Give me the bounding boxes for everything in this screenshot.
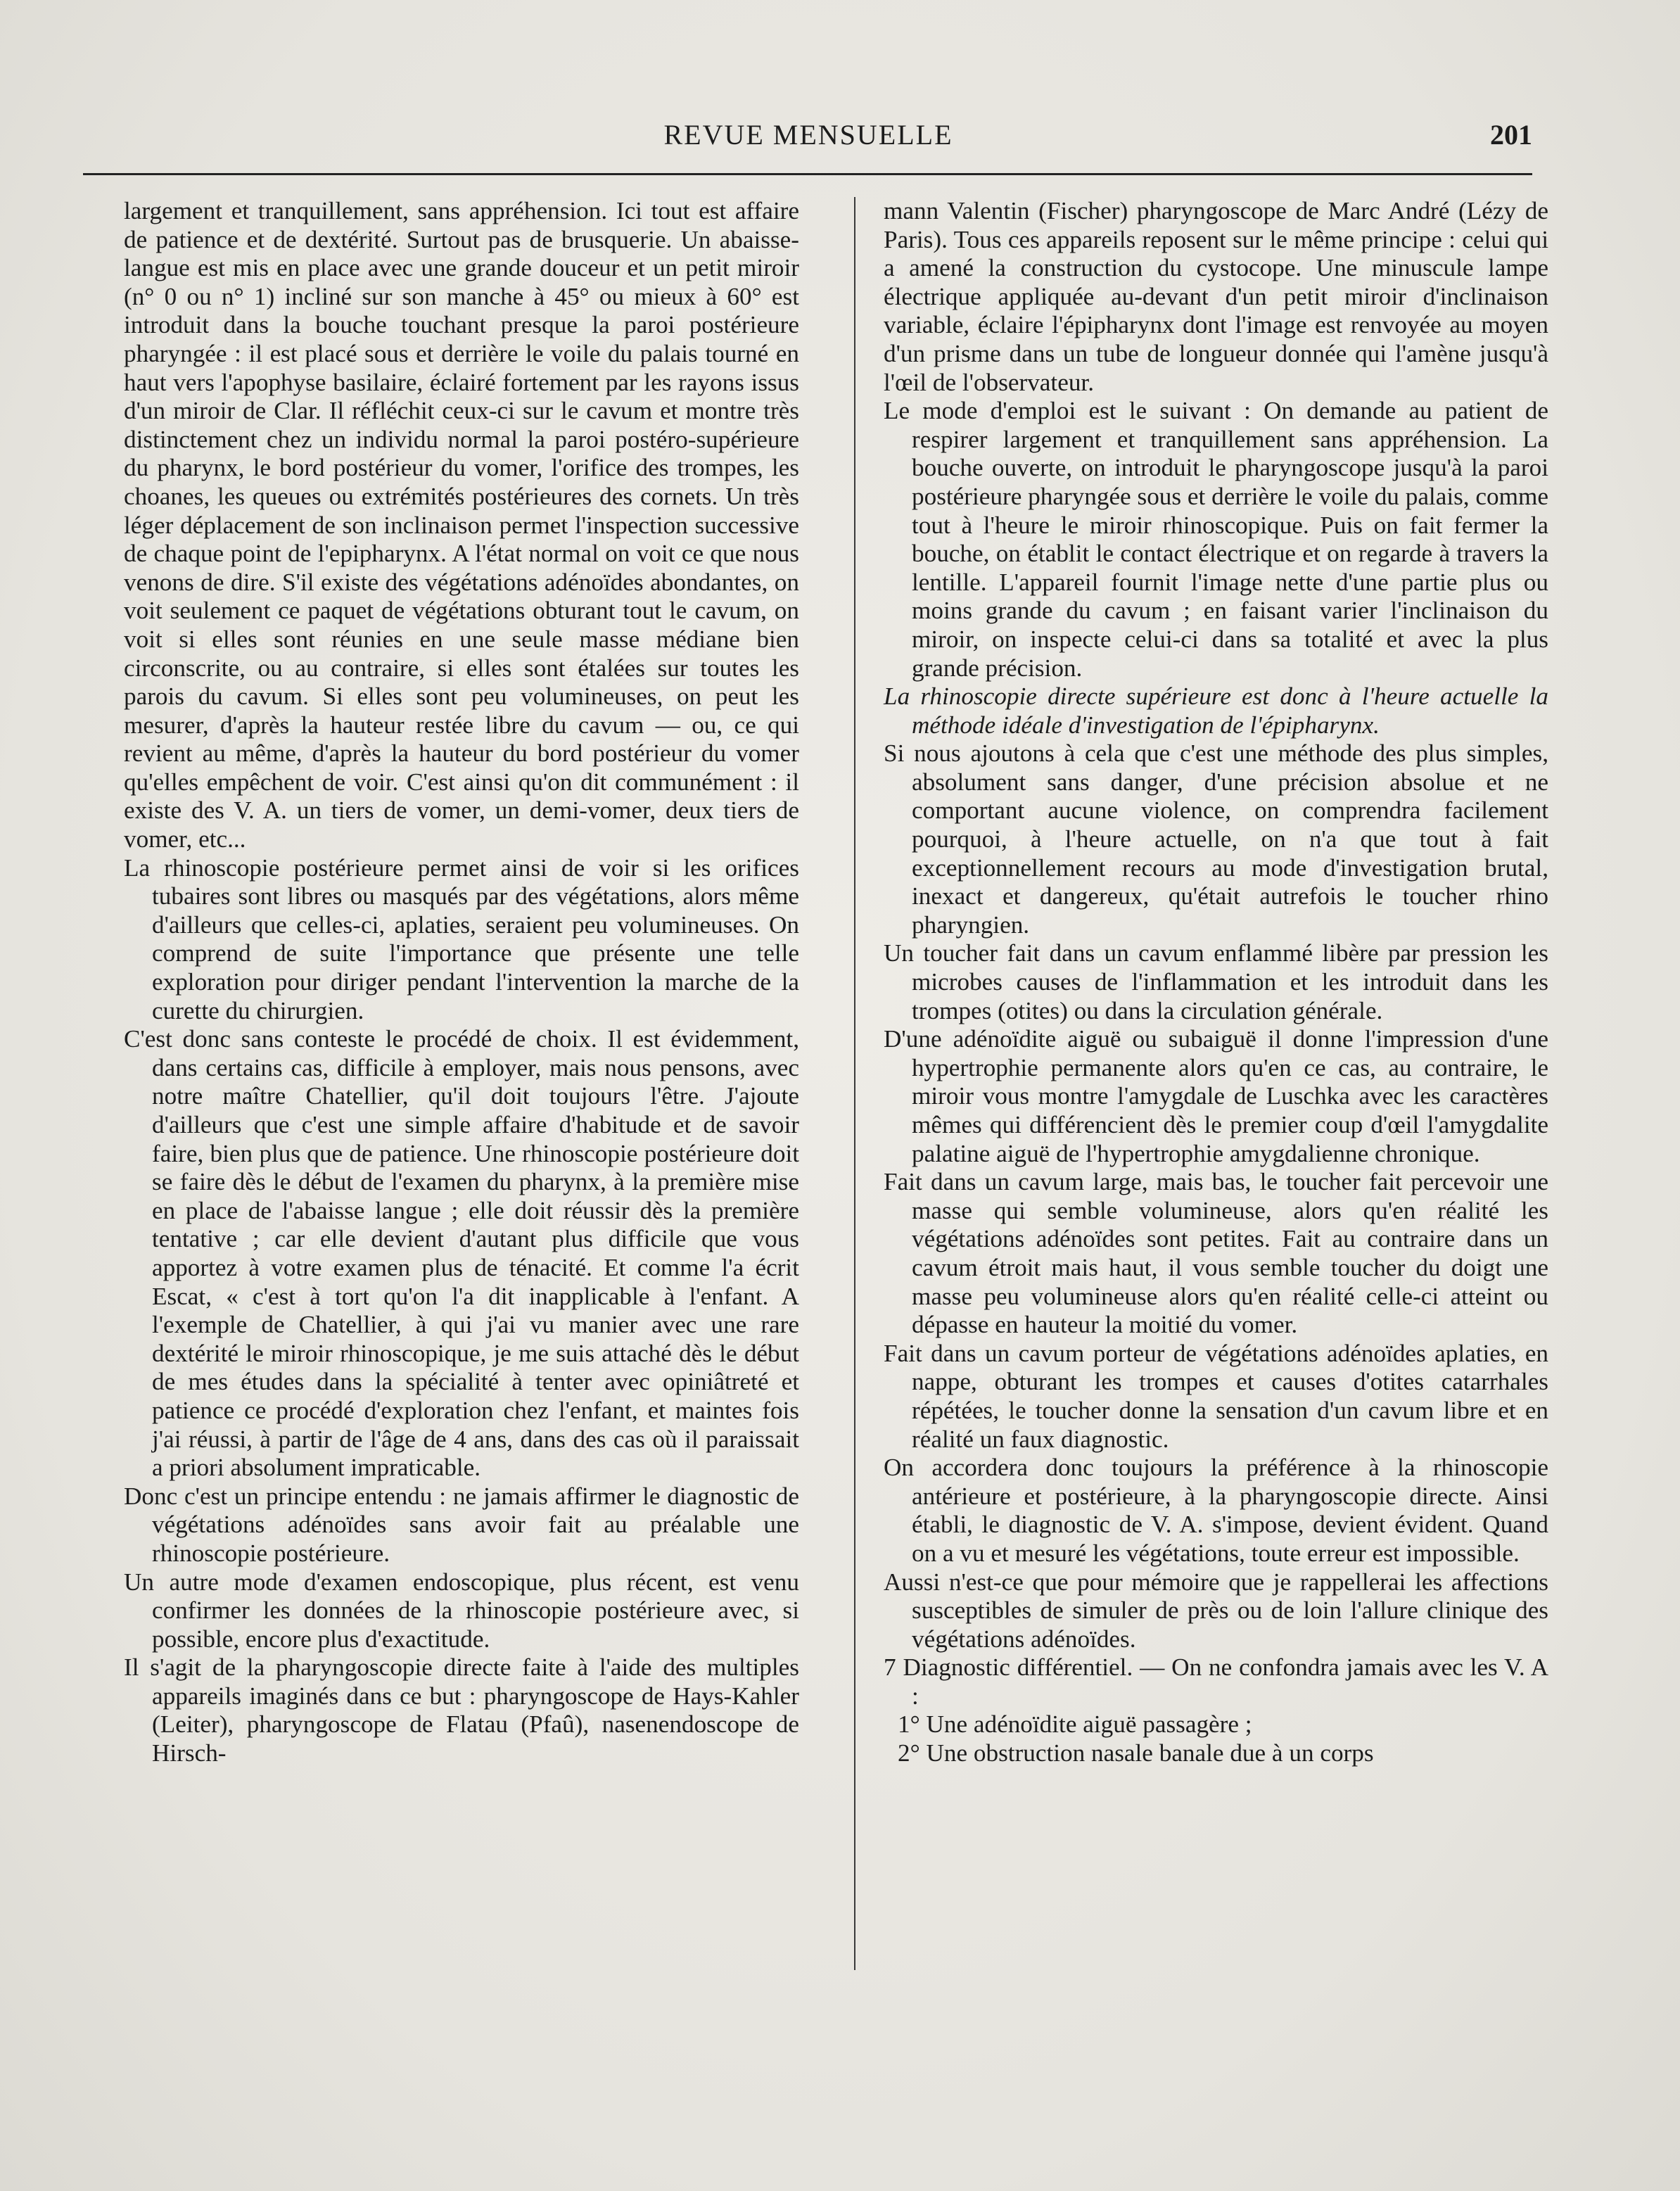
- left-column: [124, 197, 799, 1768]
- paragraph: Un toucher fait dans un cavum enflammé libère par pression les microbes causes de l'inflammation et les introduit dans les trompes (otites) ou dans la circulation générale.: [884, 939, 1548, 1024]
- header-rule: [83, 173, 1532, 175]
- paragraph: 1° Une adénoïdite aiguë passagère ;: [898, 1710, 1252, 1739]
- page-header: [84, 118, 1532, 158]
- paragraph: Fait dans un cavum large, mais bas, le toucher fait percevoir une masse qui semble volumineuse, alors qu'en réalité les végétations adénoïdes sont petites. Fait au contraire dans un cavum étroit mais haut, il vous semble toucher du doigt une masse peu volumineuse alors qu'en réalité celle-ci atteint ou dépasse en hauteur la moitié du vomer.: [884, 1168, 1548, 1339]
- page-number: 201: [1490, 119, 1532, 151]
- paragraph: largement et tranquillement, sans appréhension. Ici tout est affaire de patience et de dextérité. Surtout pas de brusquerie. Un abaisse-langue est mis en place avec une grande douceur et un petit miroir (n° 0 ou n° 1) incliné sur son manche à 45° ou mieux à 60° est introduit dans la bouche touchant presque la paroi postérieure pharyngée : il est placé sous et derrière le voile du palais tourné en haut vers l'apophyse basilaire, éclairé fortement par les rayons issus d'un miroir de Clar. Il réfléchit ceux-ci sur le cavum et montre très distinctement chez un individu normal la paroi postéro-supérieure du pharynx, le bord postérieur du vomer, l'orifice des trompes, les choanes, les queues ou extrémités postérieures des cornets. Un très léger déplacement de son inclinaison permet l'inspection successive de chaque point de l'epipharynx. A l'état normal on voit ce que nous venons de dire. S'il existe des végétations adénoïdes abondantes, on voit seulement ce paquet de végétations obturant tout le cavum, on voit si elles sont réunies en une seule masse médiane bien circonscrite, ou au contraire, si elles sont étalées sur toutes les parois du cavum. Si elles sont peu volumineuses, on peut les mesurer, d'après la hauteur restée libre du cavum — ou, ce qui revient au même, d'après la hauteur du bord postérieur du vomer qu'elles empêchent de voir. C'est ainsi qu'on dit communément : il existe des V. A. un tiers de vomer, un demi-vomer, deux tiers de vomer, etc...: [124, 197, 799, 853]
- paragraph: Il s'agit de la pharyngoscopie directe faite à l'aide des multiples appareils imaginés dans ce but : pharyngoscope de Hays-Kahler (Leiter), pharyngoscope de Flatau (Pfaû), nasenendoscope de Hirsch-: [124, 1653, 799, 1767]
- paragraph: Un autre mode d'examen endoscopique, plus récent, est venu confirmer les données de la rhinoscopie postérieure avec, si possible, encore plus d'exactitude.: [124, 1568, 799, 1653]
- paragraph: mann Valentin (Fischer) pharyngoscope de Marc André (Lézy de Paris). Tous ces appareils reposent sur le même principe : celui qui a amené la construction du cystocope. Une minuscule lampe électrique appliquée au-devant d'un petit miroir d'inclinaison variable, éclaire l'épipharynx dont l'image est renvoyée au moyen d'un prisme dans un tube de longueur donnée qui l'amène jusqu'à l'œil de l'observateur.: [884, 197, 1548, 396]
- paragraph: Le mode d'emploi est le suivant : On demande au patient de respirer largement et tranquillement sans appréhension. La bouche ouverte, on introduit le pharyngoscope jusqu'à la paroi postérieure pharyngée sous et derrière le voile du palais, comme tout à l'heure le miroir rhinoscopique. Puis on fait fermer la bouche, on établit le contact électrique et on regarde à travers la lentille. L'appareil fournit l'image nette d'une partie plus ou moins grande du cavum ; en faisant varier l'inclinaison du miroir, on inspecte celui-ci dans sa totalité et avec la plus grande précision.: [884, 397, 1548, 682]
- paragraph: Si nous ajoutons à cela que c'est une méthode des plus simples, absolument sans danger, d'une précision absolue et ne comportant aucune violence, on comprendra facilement pourquoi, à l'heure actuelle, on n'a que tout à fait exceptionnellement recours au mode d'investigation brutal, inexact et dangereux, qu'était autrefois le toucher rhino pharyngien.: [884, 739, 1548, 939]
- paragraph: Fait dans un cavum porteur de végétations adénoïdes aplaties, en nappe, obturant les trompes et causes d'otites catarrhales répétées, le toucher donne la sensation d'un cavum libre et en réalité un faux diagnostic.: [884, 1339, 1548, 1453]
- paragraph: La rhinoscopie directe supérieure est donc à l'heure actuelle la méthode idéale d'investigation de l'épipharynx.: [884, 682, 1548, 739]
- paragraph: La rhinoscopie postérieure permet ainsi de voir si les orifices tubaires sont libres ou masqués par des végétations, alors même d'ailleurs que celles-ci, aplaties, seraient peu volumineuses. On comprend de suite l'importance que présente une telle exploration pour diriger pendant l'intervention la marche de la curette du chirurgien.: [124, 853, 799, 1024]
- paragraph: C'est donc sans conteste le procédé de choix. Il est évidemment, dans certains cas, difficile à employer, mais nous pensons, avec notre maître Chatellier, qu'il doit toujours l'être. J'ajoute d'ailleurs que c'est une simple affaire d'habitude et de savoir faire, bien plus que de patience. Une rhinoscopie postérieure doit se faire dès le début de l'examen du pharynx, à la première mise en place de l'abaisse langue ; elle doit réussir dès la première tentative ; car elle devient d'autant plus difficile que vous apportez à votre examen plus de ténacité. Et comme l'a écrit Escat, « c'est à tort qu'on l'a dit inapplicable à l'enfant. A l'exemple de Chatellier, à qui j'ai vu manier avec une rare dextérité le miroir rhinoscopique, je me suis attaché dès le début de mes études dans la spécialité à tenter avec opiniâtreté et patience ce procédé d'exploration chez l'enfant, et maintes fois j'ai réussi, à partir de l'âge de 4 ans, dans des cas où il paraissait a priori absolument impraticable.: [124, 1025, 799, 1482]
- paragraph: 7 Diagnostic différentiel. — On ne confondra jamais avec les V. A :: [884, 1653, 1548, 1710]
- paragraph: On accordera donc toujours la préférence à la rhinoscopie antérieure et postérieure, à la pharyngoscopie directe. Ainsi établi, le diagnostic de V. A. s'impose, devient évident. Quand on a vu et mesuré les végétations, toute erreur est impossible.: [884, 1454, 1548, 1567]
- column-divider: [854, 197, 855, 1970]
- paragraph: 2° Une obstruction nasale banale due à un corps: [898, 1739, 1374, 1767]
- paragraph: Donc c'est un principe entendu : ne jamais affirmer le diagnostic de végétations adénoïdes sans avoir fait au préalable une rhinoscopie postérieure.: [124, 1482, 799, 1567]
- running-title: REVUE MENSUELLE: [663, 119, 953, 151]
- paragraph: Aussi n'est-ce que pour mémoire que je rappellerai les affections susceptibles de simuler de près ou de loin l'allure clinique des végétations adénoïdes.: [884, 1568, 1548, 1653]
- paragraph: D'une adénoïdite aiguë ou subaiguë il donne l'impression d'une hypertrophie permanente alors qu'en ce cas, au contraire, le miroir vous montre l'amygdale de Luschka avec les caractères mêmes qui différencient dès le premier coup d'œil l'amygdalite palatine aiguë de l'hypertrophie amygdalienne chronique.: [884, 1025, 1548, 1167]
- right-column: [884, 197, 1548, 1768]
